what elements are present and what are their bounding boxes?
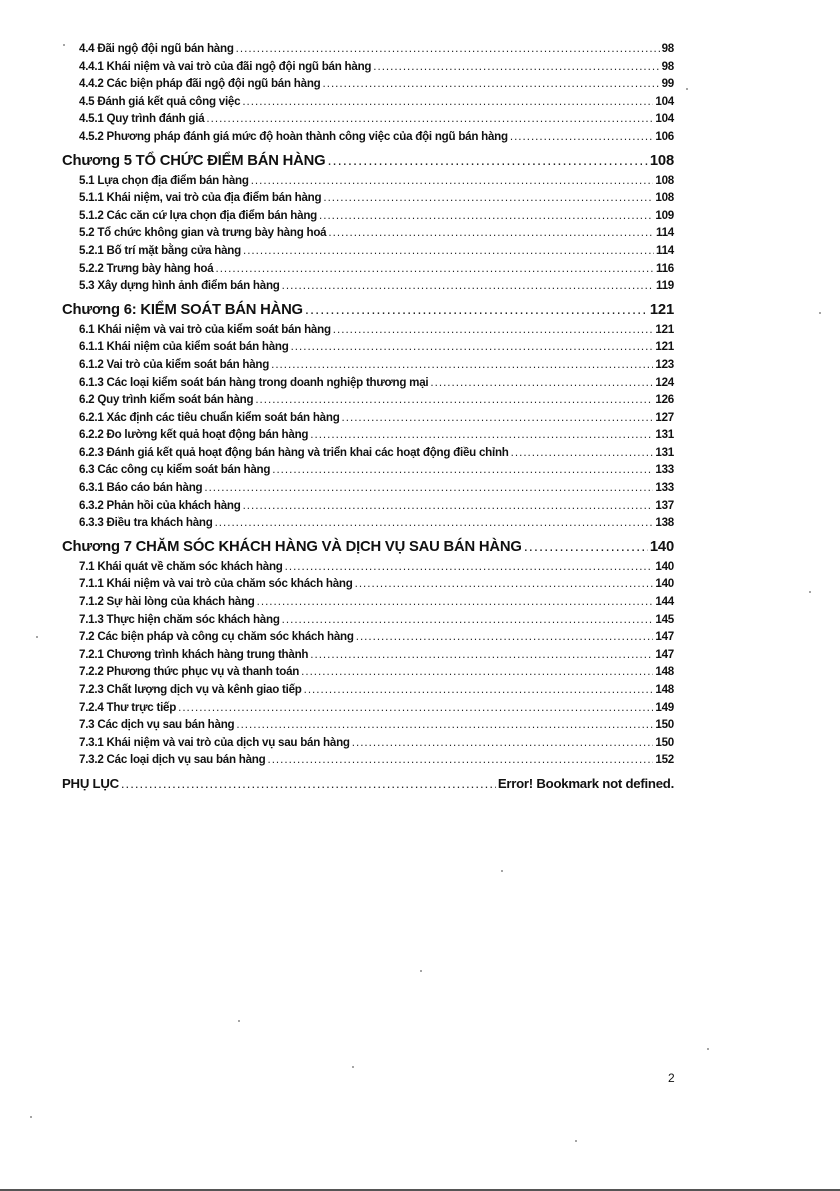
toc-entry-title: Chương 6: KIỂM SOÁT BÁN HÀNG — [62, 301, 303, 318]
toc-dot-leader — [271, 356, 653, 374]
toc-entry — [62, 110, 674, 128]
toc-dot-leader — [243, 497, 654, 515]
toc-dot-leader — [236, 716, 653, 734]
toc-entry — [62, 409, 674, 427]
toc-chapter-entry — [62, 151, 674, 171]
toc-entry — [62, 514, 674, 532]
toc-entry-title: Chương 5 TỔ CHỨC ĐIỂM BÁN HÀNG — [62, 152, 326, 169]
toc-entry-page: 99 — [661, 77, 674, 91]
toc-entry-title: 5.1 Lựa chọn địa điểm bán hàng — [79, 173, 249, 187]
toc-entry-page: 140 — [655, 559, 674, 573]
table-of-contents — [62, 40, 674, 794]
scan-speck — [420, 970, 422, 972]
scan-speck — [819, 312, 821, 314]
toc-entry — [62, 189, 674, 207]
toc-entry-title: 7.1 Khái quát về chăm sóc khách hàng — [79, 559, 283, 573]
toc-entry-page: 152 — [655, 753, 674, 767]
toc-entry — [62, 497, 674, 515]
toc-entry — [62, 734, 674, 752]
toc-dot-leader — [242, 93, 653, 111]
toc-entry-page: 149 — [655, 700, 674, 714]
page-number: 2 — [668, 1071, 675, 1085]
toc-entry — [62, 611, 674, 629]
toc-entry-page: 98 — [661, 59, 674, 73]
toc-entry-title: 7.2.3 Chất lượng dịch vụ và kênh giao tiếp — [79, 683, 302, 696]
toc-entry-title: 6.3.2 Phản hồi của khách hàng — [79, 498, 241, 512]
toc-dot-leader — [304, 681, 654, 699]
toc-entry-title: 6.3 Các công cụ kiểm soát bán hàng — [79, 463, 271, 477]
scan-speck — [686, 88, 688, 90]
toc-entry — [62, 93, 674, 111]
toc-entry — [62, 461, 674, 479]
toc-entry-page: 114 — [656, 243, 674, 257]
toc-entry-title: 6.2 Quy trình kiểm soát bán hàng — [79, 393, 254, 407]
toc-entry-page: 108 — [655, 191, 674, 205]
toc-entry-title: 5.2.1 Bố trí mặt bằng cửa hàng — [79, 243, 241, 257]
toc-entry-title: 6.1.3 Các loại kiểm soát bán hàng trong doanh nghiệp thương mại — [79, 375, 429, 389]
scan-speck — [352, 1066, 354, 1068]
toc-dot-leader — [282, 277, 654, 295]
toc-entry-title: 7.1.1 Khái niệm và vai trò của chăm sóc khách hàng — [79, 577, 353, 591]
toc-entry-title: 4.4.1 Khái niệm và vai trò của đãi ngộ đội ngũ bán hàng — [79, 59, 372, 73]
toc-entry-title: 5.1.1 Khái niệm, vai trò của địa điểm bán hàng — [79, 191, 322, 205]
toc-dot-leader — [319, 207, 653, 225]
toc-entry-title: 6.3.1 Báo cáo bán hàng — [79, 481, 203, 495]
toc-dot-leader — [272, 461, 653, 479]
toc-entry-title: 4.5.1 Quy trình đánh giá — [79, 112, 205, 126]
toc-dot-leader — [243, 242, 654, 260]
toc-dot-leader — [323, 189, 653, 207]
toc-entry — [62, 40, 674, 58]
toc-entry-page: 131 — [655, 428, 674, 442]
scan-speck — [501, 870, 503, 872]
toc-dot-leader — [305, 300, 648, 320]
toc-entry — [62, 444, 674, 462]
toc-entry-page: 124 — [655, 375, 674, 389]
toc-entry-page: 150 — [655, 718, 674, 732]
toc-entry-title: 4.5.2 Phương pháp đánh giá mức độ hoàn thành công việc của đội ngũ bán hàng — [79, 129, 508, 143]
toc-entry-page: 126 — [655, 393, 674, 407]
toc-chapter-entry — [62, 537, 674, 557]
toc-entry-page: 123 — [655, 357, 674, 371]
scan-speck — [238, 1020, 240, 1022]
toc-dot-leader — [511, 444, 654, 462]
toc-entry — [62, 277, 674, 295]
toc-entry-page: 108 — [649, 152, 674, 169]
toc-dot-leader — [285, 558, 654, 576]
toc-dot-leader — [215, 260, 654, 278]
toc-entry-title: 5.3 Xây dựng hình ảnh điểm bán hàng — [79, 279, 280, 293]
toc-dot-leader — [251, 172, 654, 190]
toc-dot-leader — [510, 128, 654, 146]
toc-dot-leader — [310, 426, 653, 444]
toc-entry-page: 121 — [649, 301, 674, 318]
toc-entry-page: 138 — [655, 516, 674, 530]
toc-entry — [62, 716, 674, 734]
toc-dot-leader — [430, 374, 653, 392]
toc-entry-title: PHỤ LỤC — [62, 775, 119, 791]
toc-dot-leader — [291, 338, 654, 356]
toc-entry-page: 104 — [655, 112, 674, 126]
toc-entry-page: Error! Bookmark not defined. — [497, 775, 674, 791]
toc-entry-title: 7.1.2 Sự hài lòng của khách hàng — [79, 595, 255, 609]
toc-entry — [62, 58, 674, 76]
toc-entry-page: 147 — [655, 647, 674, 661]
toc-entry-page: 121 — [655, 340, 674, 354]
scan-speck — [63, 44, 65, 46]
scan-speck — [36, 636, 38, 638]
toc-entry-page: 106 — [655, 129, 674, 143]
toc-entry-page: 127 — [655, 410, 674, 424]
toc-dot-leader — [328, 224, 654, 242]
toc-entry-page: 119 — [656, 279, 674, 293]
scan-speck — [575, 1140, 577, 1142]
toc-entry-title: 5.2 Tổ chức không gian và trưng bày hàng hoá — [79, 226, 327, 240]
toc-dot-leader — [121, 774, 496, 794]
toc-entry — [62, 681, 674, 699]
toc-entry — [62, 128, 674, 146]
toc-entry-title: Chương 7 CHĂM SÓC KHÁCH HÀNG VÀ DỊCH VỤ SAU BÁN HÀNG — [62, 538, 522, 555]
toc-entry-title: 4.4.2 Các biện pháp đãi ngộ đội ngũ bán hàng — [79, 77, 321, 91]
toc-entry — [62, 224, 674, 242]
toc-entry-title: 7.2.4 Thư trực tiếp — [79, 700, 177, 714]
toc-entry — [62, 374, 674, 392]
toc-entry — [62, 321, 674, 339]
toc-entry-title: 6.1 Khái niệm và vai trò của kiểm soát bán hàng — [79, 322, 331, 336]
toc-dot-leader — [257, 593, 654, 611]
toc-dot-leader — [215, 514, 654, 532]
toc-entry-page: 148 — [655, 665, 674, 679]
toc-entry-page: 150 — [655, 735, 674, 749]
toc-dot-leader — [327, 151, 647, 171]
toc-entry — [62, 356, 674, 374]
toc-entry — [62, 75, 674, 93]
toc-entry-page: 116 — [656, 261, 674, 275]
toc-entry-title: 7.2.2 Phương thức phục vụ và thanh toán — [79, 665, 300, 679]
toc-entry — [62, 558, 674, 576]
toc-dot-leader — [282, 611, 654, 629]
toc-entry — [62, 646, 674, 664]
toc-entry-page: 137 — [655, 498, 674, 512]
toc-entry-title: 7.3 Các dịch vụ sau bán hàng — [79, 718, 235, 732]
toc-entry-page: 133 — [655, 463, 674, 477]
toc-entry — [62, 207, 674, 225]
toc-entry-title: 6.2.3 Đánh giá kết quả hoạt động bán hàng và triển khai các hoạt động điều chỉnh — [79, 445, 509, 459]
toc-dot-leader — [356, 628, 654, 646]
toc-dot-leader — [355, 575, 654, 593]
toc-dot-leader — [178, 699, 653, 717]
toc-dot-leader — [352, 734, 654, 752]
toc-chapter-entry — [62, 300, 674, 320]
toc-entry — [62, 593, 674, 611]
toc-entry-page: 144 — [655, 595, 674, 609]
toc-entry-title: 6.3.3 Điều tra khách hàng — [79, 516, 213, 530]
toc-entry-title: 5.1.2 Các căn cứ lựa chọn địa điểm bán hàng — [79, 208, 317, 222]
toc-dot-leader — [524, 537, 648, 557]
toc-entry-page: 140 — [655, 577, 674, 591]
toc-dot-leader — [342, 409, 654, 427]
toc-entry — [62, 260, 674, 278]
toc-entry-page: 108 — [655, 173, 674, 187]
toc-entry — [62, 751, 674, 769]
toc-entry — [62, 242, 674, 260]
toc-entry-title: 7.3.2 Các loại dịch vụ sau bán hàng — [79, 753, 266, 767]
toc-entry — [62, 575, 674, 593]
toc-entry-page: 148 — [655, 683, 674, 696]
scan-speck — [707, 1048, 709, 1050]
toc-dot-leader — [206, 110, 653, 128]
toc-entry — [62, 426, 674, 444]
toc-dot-leader — [373, 58, 659, 76]
toc-entry — [62, 628, 674, 646]
toc-entry-page: 133 — [655, 481, 674, 495]
scan-speck — [809, 591, 811, 593]
toc-entry — [62, 338, 674, 356]
toc-dot-leader — [267, 751, 653, 769]
toc-entry — [62, 391, 674, 409]
toc-entry — [62, 663, 674, 681]
toc-entry-page: 131 — [655, 445, 674, 459]
toc-entry — [62, 699, 674, 717]
toc-entry-page: 104 — [655, 94, 674, 108]
toc-entry-title: 7.2 Các biện pháp và công cụ chăm sóc khách hàng — [79, 630, 354, 644]
toc-entry-page: 140 — [649, 538, 674, 555]
toc-dot-leader — [204, 479, 653, 497]
toc-dot-leader — [310, 646, 653, 664]
toc-appendix-entry — [62, 774, 674, 794]
toc-entry-title: 4.5 Đánh giá kết quả công việc — [79, 94, 241, 108]
toc-dot-leader — [301, 663, 653, 681]
toc-entry-page: 109 — [655, 208, 674, 222]
toc-entry-title: 5.2.2 Trưng bày hàng hoá — [79, 261, 214, 275]
toc-entry-page: 114 — [656, 226, 674, 240]
toc-dot-leader — [323, 75, 660, 93]
toc-entry-title: 7.3.1 Khái niệm và vai trò của dịch vụ sau bán hàng — [79, 735, 350, 749]
toc-entry-title: 6.2.1 Xác định các tiêu chuẩn kiểm soát bán hàng — [79, 410, 340, 424]
toc-entry-page: 147 — [655, 630, 674, 644]
toc-entry-page: 121 — [655, 322, 674, 336]
toc-entry-title: 6.1.2 Vai trò của kiểm soát bán hàng — [79, 357, 270, 371]
toc-entry-page: 98 — [661, 42, 674, 55]
toc-entry-title: 6.2.2 Đo lường kết quả hoạt động bán hàng — [79, 428, 309, 442]
toc-dot-leader — [255, 391, 653, 409]
toc-dot-leader — [236, 40, 660, 58]
toc-entry-title: 4.4 Đãi ngộ đội ngũ bán hàng — [79, 42, 234, 55]
toc-entry — [62, 172, 674, 190]
toc-entry-page: 145 — [655, 612, 674, 626]
toc-entry-title: 7.1.3 Thực hiện chăm sóc khách hàng — [79, 612, 280, 626]
toc-entry-title: 7.2.1 Chương trình khách hàng trung thành — [79, 647, 309, 661]
scan-speck — [30, 1116, 32, 1118]
toc-dot-leader — [333, 321, 654, 339]
toc-entry-title: 6.1.1 Khái niệm của kiểm soát bán hàng — [79, 340, 289, 354]
toc-entry — [62, 479, 674, 497]
